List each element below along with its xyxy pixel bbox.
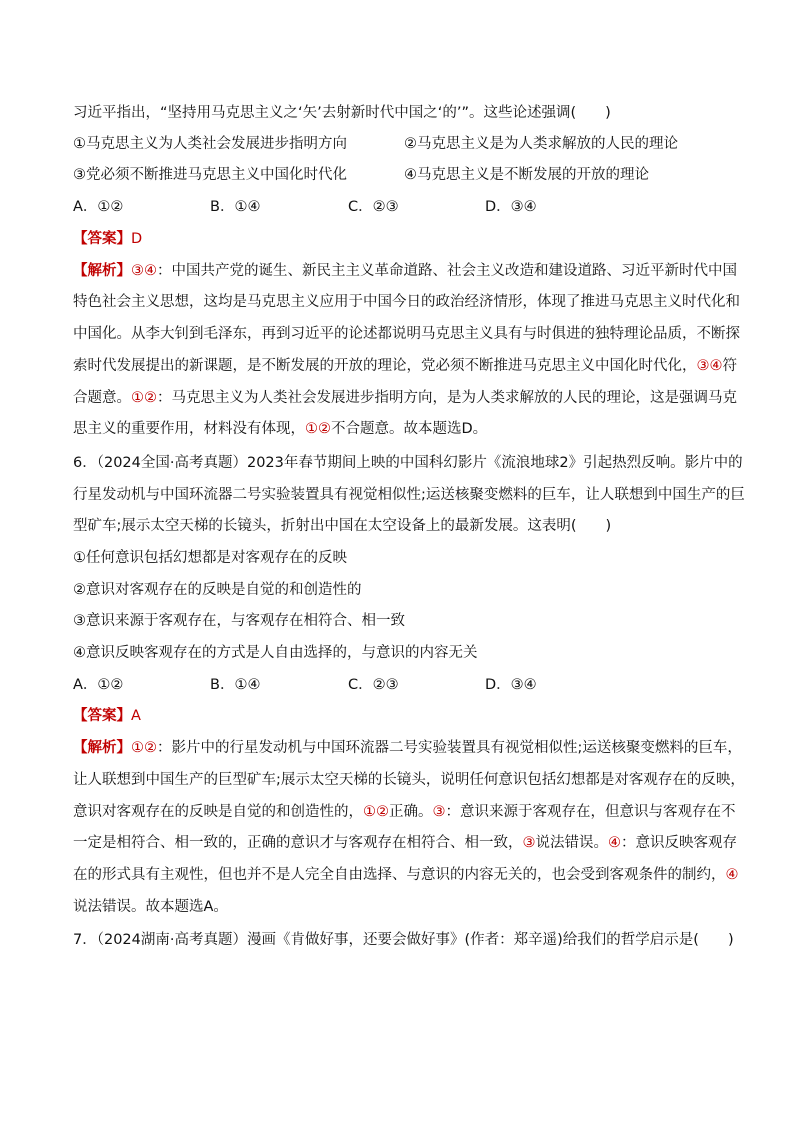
- q6-answer-label: 【答案】: [73, 708, 131, 724]
- option-marker: ③: [522, 835, 536, 851]
- q5-choice-d: D．③④: [485, 199, 537, 215]
- q5-analysis-line: [73, 419, 733, 439]
- option-marker: ④: [725, 867, 739, 883]
- q6-analysis-line: [73, 833, 737, 853]
- analysis-text: ：意识反映客观存: [621, 835, 737, 851]
- q6-analysis-line: [73, 897, 733, 917]
- q5-stem: 习近平指出，“坚持用马克思主义之‘矢’去射新时代中国之‘的’”。这些论述强调( ): [73, 105, 611, 121]
- analysis-text: 索时代发展提出的新课题，是不断发展的开放的理论，党必须不断推进马克思主义中国化时代化，: [73, 358, 697, 374]
- q6-analysis-line: [73, 738, 742, 758]
- q6-stem-line-3: 型矿车;展示太空天梯的长镜头，折射出中国在太空设备上的最新发展。这表明( ): [73, 518, 612, 534]
- q5-answer-label: 【答案】: [73, 231, 131, 247]
- q5-choice-a: A．①②: [73, 199, 124, 215]
- analysis-text: ：影片中的行星发动机与中国环流器二号实验装置具有视觉相似性;运送核聚变燃料的巨车，: [157, 740, 742, 756]
- q6-analysis-line: [73, 865, 739, 885]
- option-marker: ①②: [131, 740, 157, 756]
- q6-statement-1: ①任何意识包括幻想都是对客观存在的反映: [73, 550, 347, 566]
- option-marker: ③: [432, 804, 446, 820]
- q6-answer: [73, 706, 733, 726]
- q5-statement-row-2: [73, 165, 733, 185]
- analysis-text: 思主义的重要作用，材料没有体现，: [73, 421, 305, 437]
- q5-statement-3: ③党必须不断推进马克思主义中国化时代化: [73, 167, 347, 183]
- q5-statement-4: ④马克思主义是不断发展的开放的理论: [404, 167, 649, 183]
- analysis-text: 中国化。从李大钊到毛泽东，再到习近平的论述都说明马克思主义具有与时俱进的独特理论品质，不断探: [73, 326, 740, 342]
- analysis-text: 让人联想到中国生产的巨型矿车;展示太空天梯的长镜头，说明任何意识包括幻想都是对客观存在的反映，: [73, 772, 745, 788]
- option-marker: ①②: [363, 804, 389, 820]
- q6-choice-a: A．①②: [73, 677, 124, 693]
- q5-analysis-line: [73, 388, 737, 408]
- q5-choice-c: C．②③: [348, 199, 399, 215]
- analysis-text: 特色社会主义思想，这均是马克思主义应用于中国今日的政治经济情形，体现了推进马克思主义时代化和: [73, 294, 740, 310]
- q6-choice-b: B．①④: [210, 677, 261, 693]
- q6-statement-3: ③意识来源于客观存在，与客观存在相符合、相一致: [73, 613, 405, 629]
- analysis-text: 合题意。: [73, 390, 131, 406]
- q5-choices: [73, 197, 733, 217]
- q5-statement-1: ①马克思主义为人类社会发展进步指明方向: [73, 136, 347, 152]
- q6-choices: [73, 675, 733, 695]
- analysis-text: 正确。: [389, 804, 433, 820]
- analysis-text: 一定是相符合、相一致的，正确的意识才与客观存在相符合、相一致，: [73, 835, 523, 851]
- q6-choice-c: C．②③: [348, 677, 399, 693]
- option-marker: ③④: [696, 358, 723, 374]
- q6-statement-2: ②意识对客观存在的反映是自觉的和创造性的: [73, 582, 362, 598]
- q6-stem-line-2: 行星发动机与中国环流器二号实验装置具有视觉相似性;运送核聚变燃料的巨车，让人联想到中国生产的巨: [73, 487, 745, 503]
- analysis-text: 符: [722, 358, 737, 374]
- q6-statement-4: ④意识反映客观存在的方式是人自由选择的，与意识的内容无关: [73, 645, 478, 661]
- option-marker: ①②: [305, 421, 331, 437]
- q5-analysis-line: [73, 292, 740, 312]
- analysis-text: 意识对客观存在的反映是自觉的和创造性的，: [73, 804, 363, 820]
- analysis-text: ：意识来源于客观存在，但意识与客观存在不: [445, 804, 736, 820]
- q5-answer-value: D: [131, 231, 143, 247]
- q5-choice-b: B．①④: [210, 199, 261, 215]
- q5-analysis-line: [73, 324, 740, 344]
- analysis-text: 在的形式具有主观性，但也并不是人完全自由选择、与意识的内容无关的，也会受到客观条件的制约，: [73, 867, 726, 883]
- analysis-text: ：中国共产党的诞生、新民主主义革命道路、社会主义改造和建设道路、习近平新时代中国: [157, 263, 737, 279]
- q5-analysis-line: [73, 261, 737, 281]
- q6-choice-d: D．③④: [485, 677, 537, 693]
- q6-answer-value: A: [131, 708, 141, 724]
- analysis-text: 说法错误。故本题选A。: [73, 899, 228, 915]
- q5-statement-2: ②马克思主义是为人类求解放的人民的理论: [404, 136, 678, 152]
- q6-analysis-line: [73, 802, 736, 822]
- q6-stem-line-1: 6．（2024全国·高考真题）2023年春节期间上映的中国科幻影片《流浪地球2》引起热烈反响。影片中的: [73, 455, 743, 471]
- option-marker: ③④: [131, 263, 157, 279]
- q6-analysis-label: 【解析】: [73, 740, 131, 756]
- q5-statement-row-1: [73, 134, 733, 154]
- analysis-text: ：马克思主义为人类社会发展进步指明方向，是为人类求解放的人民的理论，这是强调马克: [157, 390, 737, 406]
- q5-analysis-line: [73, 356, 737, 376]
- q5-answer: [73, 229, 733, 249]
- analysis-text: 不合题意。故本题选D。: [331, 421, 488, 437]
- q6-analysis-line: [73, 770, 745, 790]
- q7-stem: 7．（2024湖南·高考真题）漫画《肯做好事，还要会做好事》(作者：郑辛遥)给我们的哲学启示是( ): [73, 932, 734, 948]
- analysis-text: 说法错误。: [535, 835, 608, 851]
- q5-analysis-label: 【解析】: [73, 263, 131, 279]
- option-marker: ④: [608, 835, 621, 851]
- option-marker: ①②: [131, 390, 157, 406]
